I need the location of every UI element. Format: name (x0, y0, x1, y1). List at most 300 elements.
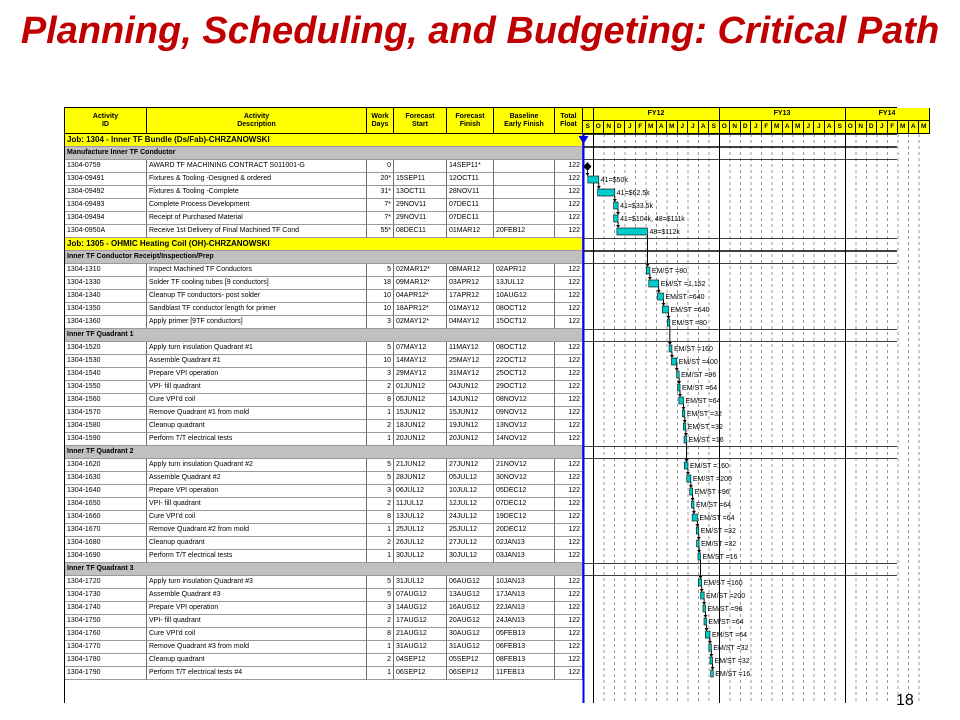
gantt-chart-area (583, 134, 897, 703)
table-row (65, 290, 583, 303)
schedule-table (64, 107, 927, 703)
bar-resource-label: EM/ST =96 (707, 606, 743, 613)
bar-resource-label: 41=$104k, 48=$111k (620, 216, 685, 223)
section-header-row: Inner TF Conductor Receipt/Inspection/Prep (65, 251, 583, 264)
bar-resource-label: EM/ST =80 (651, 268, 688, 275)
cell-activity-description: Apply turn insulation Quadrant #3 (147, 576, 367, 589)
gantt-chart-svg (583, 134, 897, 703)
cell-activity-id: 1304-1570 (65, 407, 147, 420)
page-number: 18 (896, 692, 914, 709)
table-row (65, 498, 583, 511)
cell-work-days: 8 (367, 394, 394, 407)
cell-forecast-start: 18JUN12 (394, 420, 447, 433)
cell-total-float: 122 (555, 602, 583, 615)
activity-bar (711, 670, 714, 677)
cell-activity-id: 1304-09491 (65, 173, 147, 186)
table-row (65, 225, 583, 238)
critical-path-arrow (697, 550, 701, 553)
activity-bar (658, 293, 664, 300)
activity-bar (678, 384, 681, 391)
cell-baseline-early-finish: 19DEC12 (494, 511, 555, 524)
cell-activity-description: Apply primer [9TF conductors] (147, 316, 367, 329)
cell-baseline-early-finish (494, 186, 555, 199)
cell-forecast-finish: 11MAY12 (447, 342, 494, 355)
cell-forecast-start: 06JUL12 (394, 485, 447, 498)
cell-activity-id: 1304-1630 (65, 472, 147, 485)
table-row (65, 160, 583, 173)
cell-baseline-early-finish: 22JAN13 (494, 602, 555, 615)
critical-path-arrow (700, 589, 704, 592)
month-label: J (804, 121, 815, 134)
critical-path-arrow (616, 225, 620, 228)
table-row (65, 342, 583, 355)
table-row (65, 173, 583, 186)
cell-total-float: 122 (555, 576, 583, 589)
cell-total-float: 122 (555, 667, 583, 680)
month-label: J (751, 121, 762, 134)
cell-forecast-start: 20JUN12 (394, 433, 447, 446)
cell-activity-description: Cure VPI'd coil (147, 628, 367, 641)
cell-forecast-start: 08DEC11 (394, 225, 447, 238)
cell-activity-id: 1304-1340 (65, 290, 147, 303)
cell-work-days: 5 (367, 576, 394, 589)
cell-activity-id: 1304-09494 (65, 212, 147, 225)
cell-activity-description: Remove Quadrant #3 from mold (147, 641, 367, 654)
cell-forecast-start: 30JUL12 (394, 550, 447, 563)
bar-resource-label: EM/ST =160 (673, 346, 713, 353)
table-row (65, 667, 583, 680)
job-header-row: Job: 1305 - OHMIC Heating Coil (OH)-CHRZANOWSKI (65, 238, 583, 251)
cell-activity-id: 1304-1750 (65, 615, 147, 628)
month-label: D (867, 121, 878, 134)
fiscal-year-label: FY14 (846, 108, 930, 121)
month-label: D (615, 121, 626, 134)
cell-activity-description: Solder TF cooling tubes [9 conductors] (147, 277, 367, 290)
bar-resource-label: EM/ST =32 (701, 541, 737, 548)
cell-forecast-start: 21JUN12 (394, 459, 447, 472)
cell-activity-id: 1304-1360 (65, 316, 147, 329)
cell-total-float: 122 (555, 628, 583, 641)
bar-resource-label: EM/ST =96 (694, 489, 730, 496)
cell-work-days: 55* (367, 225, 394, 238)
activity-bar (677, 371, 680, 378)
activity-bar (709, 644, 712, 651)
cell-activity-description: Receipt of Purchased Material (147, 212, 367, 225)
activity-bar (698, 579, 701, 586)
table-row (65, 589, 583, 602)
month-label: A (909, 121, 920, 134)
month-label: A (825, 121, 836, 134)
cell-forecast-finish: 20AUG12 (447, 615, 494, 628)
table-row (65, 303, 583, 316)
cell-total-float: 122 (555, 277, 583, 290)
cell-activity-description: Cleanup TF conductors- post solder (147, 290, 367, 303)
cell-forecast-start: 18APR12* (394, 303, 447, 316)
cell-activity-id: 1304-0950A (65, 225, 147, 238)
cell-activity-description: Perform T/T electrical tests #4 (147, 667, 367, 680)
cell-forecast-finish: 14SEP11* (447, 160, 494, 173)
bar-resource-label: EM/ST =200 (692, 476, 732, 483)
cell-activity-id: 1304-1520 (65, 342, 147, 355)
cell-activity-description: Assemble Quadrant #3 (147, 589, 367, 602)
cell-activity-description: Perform T/T electrical tests (147, 433, 367, 446)
critical-path-arrow (613, 199, 617, 202)
bar-resource-label: EM/ST =16 (702, 554, 738, 561)
cell-baseline-early-finish: 08NOV12 (494, 394, 555, 407)
cell-forecast-finish: 30JUL12 (447, 550, 494, 563)
cell-activity-id: 1304-1680 (65, 537, 147, 550)
month-label: M (667, 121, 678, 134)
cell-total-float: 122 (555, 290, 583, 303)
cell-forecast-start: 26JUL12 (394, 537, 447, 550)
cell-work-days: 10 (367, 303, 394, 316)
fiscal-year-label: FY13 (720, 108, 846, 121)
bar-resource-label: EM/ST =32 (700, 528, 736, 535)
cell-forecast-finish: 05JUL12 (447, 472, 494, 485)
cell-work-days: 10 (367, 290, 394, 303)
cell-total-float: 122 (555, 641, 583, 654)
cell-work-days: 1 (367, 407, 394, 420)
header-work-days: Work Days (367, 108, 394, 134)
cell-activity-id: 1304-1660 (65, 511, 147, 524)
critical-path-arrow (692, 511, 696, 514)
cell-work-days: 1 (367, 433, 394, 446)
activity-bar (588, 176, 599, 183)
cell-forecast-start: 15SEP11 (394, 173, 447, 186)
cell-work-days: 2 (367, 381, 394, 394)
bar-resource-label: EM/ST =640 (665, 294, 705, 301)
cell-baseline-early-finish: 13NOV12 (494, 420, 555, 433)
cell-forecast-start: 13JUL12 (394, 511, 447, 524)
cell-activity-id: 1304-09492 (65, 186, 147, 199)
cell-forecast-finish: 10JUL12 (447, 485, 494, 498)
cell-activity-description: Remove Quadrant #2 from mold (147, 524, 367, 537)
cell-forecast-start: 29NOV11 (394, 199, 447, 212)
table-row (65, 654, 583, 667)
month-label: F (762, 121, 773, 134)
header-activity-id: Activity ID (65, 108, 147, 134)
critical-path-arrow (683, 420, 687, 423)
cell-work-days: 3 (367, 368, 394, 381)
activity-bar (710, 657, 713, 664)
cell-baseline-early-finish: 20DEC12 (494, 524, 555, 537)
table-row (65, 277, 583, 290)
cell-activity-description: Assemble Quadrant #1 (147, 355, 367, 368)
cell-forecast-finish: 03APR12 (447, 277, 494, 290)
critical-path-arrow (648, 277, 652, 280)
cell-activity-description: Prepare VPI operation (147, 602, 367, 615)
month-label: S (583, 121, 594, 134)
cell-total-float: 122 (555, 498, 583, 511)
bar-resource-label: EM/ST =32 (686, 411, 722, 418)
header-activity-description: Activity Description (147, 108, 367, 134)
cell-work-days: 5 (367, 459, 394, 472)
cell-work-days: 0 (367, 160, 394, 173)
cell-activity-id: 1304-1330 (65, 277, 147, 290)
table-row (65, 420, 583, 433)
cell-work-days: 1 (367, 667, 394, 680)
critical-path-arrow (702, 602, 706, 605)
cell-baseline-early-finish: 02APR12 (494, 264, 555, 277)
critical-path-arrow (657, 290, 661, 293)
month-label: N (856, 121, 867, 134)
cell-baseline-early-finish: 05FEB13 (494, 628, 555, 641)
table-row (65, 407, 583, 420)
table-row (65, 368, 583, 381)
month-label: M (898, 121, 909, 134)
cell-forecast-finish: 31AUG12 (447, 641, 494, 654)
table-row (65, 485, 583, 498)
cell-work-days: 5 (367, 472, 394, 485)
cell-forecast-start: 07MAY12 (394, 342, 447, 355)
month-label: J (625, 121, 636, 134)
activity-bar (698, 553, 701, 560)
cell-forecast-start: 07AUG12 (394, 589, 447, 602)
activity-bar (646, 267, 650, 274)
table-row (65, 459, 583, 472)
cell-work-days: 3 (367, 316, 394, 329)
cell-total-float: 122 (555, 342, 583, 355)
cell-forecast-start: 28JUN12 (394, 472, 447, 485)
critical-path-arrow (616, 212, 620, 215)
cell-baseline-early-finish: 13JUL12 (494, 277, 555, 290)
cell-forecast-start: 14MAY12 (394, 355, 447, 368)
critical-path-arrow (681, 407, 685, 410)
critical-path-arrow (686, 472, 690, 475)
activity-bar (667, 319, 670, 326)
cell-forecast-finish: 06AUG12 (447, 576, 494, 589)
cell-work-days: 2 (367, 615, 394, 628)
bar-resource-label: 41=$50k (600, 177, 628, 184)
cell-forecast-start: 06SEP12 (394, 667, 447, 680)
activity-bar (671, 358, 676, 365)
activity-bar (703, 605, 706, 612)
cell-total-float: 122 (555, 368, 583, 381)
table-row (65, 524, 583, 537)
header-total-float: Total Float (555, 108, 583, 134)
cell-work-days: 1 (367, 550, 394, 563)
table-row (65, 394, 583, 407)
critical-path-arrow (708, 641, 712, 644)
critical-path-arrow (597, 186, 601, 189)
activity-bar (691, 501, 694, 508)
critical-path-arrow (678, 394, 682, 397)
gantt-timeline-header (583, 108, 927, 134)
critical-path-arrow (585, 173, 589, 176)
month-label: F (636, 121, 647, 134)
cell-activity-description: VPI- fill quadrant (147, 498, 367, 511)
cell-work-days: 31* (367, 186, 394, 199)
bar-resource-label: EM/ST =64 (708, 619, 744, 626)
month-label: N (730, 121, 741, 134)
month-label: A (657, 121, 668, 134)
fiscal-year-label: FY12 (594, 108, 720, 121)
bar-resource-label: EM/ST =1,152 (660, 281, 706, 288)
critical-path-arrow (695, 524, 699, 527)
table-row (65, 264, 583, 277)
cell-activity-description: Apply turn insulation Quadrant #2 (147, 459, 367, 472)
critical-path-arrow (675, 368, 679, 371)
cell-activity-id: 1304-1760 (65, 628, 147, 641)
table-row (65, 433, 583, 446)
critical-path-arrow (703, 615, 707, 618)
cell-activity-description: Apply turn insulation Quadrant #1 (147, 342, 367, 355)
cell-total-float: 122 (555, 472, 583, 485)
cell-activity-description: Sandblast TF conductor length for primer (147, 303, 367, 316)
cell-forecast-start: 13OCT11 (394, 186, 447, 199)
activity-bar (617, 228, 648, 235)
bar-resource-label: EM/ST =160 (703, 580, 743, 587)
cell-total-float: 122 (555, 199, 583, 212)
bar-resource-label: EM/ST =32 (713, 645, 749, 652)
cell-work-days: 5 (367, 342, 394, 355)
cell-forecast-finish: 15JUN12 (447, 407, 494, 420)
activity-bar (662, 306, 668, 313)
cell-activity-description: Fixtures & Tooling -Complete (147, 186, 367, 199)
bar-resource-label: EM/ST =64 (685, 398, 721, 405)
cell-total-float: 122 (555, 420, 583, 433)
cell-baseline-early-finish: 08OCT12 (494, 303, 555, 316)
cell-total-float: 122 (555, 303, 583, 316)
cell-total-float: 122 (555, 524, 583, 537)
cell-activity-id: 1304-1590 (65, 433, 147, 446)
cell-forecast-finish: 05SEP12 (447, 654, 494, 667)
cell-activity-id: 1304-1790 (65, 667, 147, 680)
cell-work-days: 5 (367, 589, 394, 602)
cell-activity-id: 1304-1770 (65, 641, 147, 654)
cell-work-days: 1 (367, 524, 394, 537)
cell-forecast-finish: 12JUL12 (447, 498, 494, 511)
month-label: F (888, 121, 899, 134)
cell-total-float: 122 (555, 173, 583, 186)
cell-forecast-finish: 17APR12 (447, 290, 494, 303)
cell-total-float: 122 (555, 615, 583, 628)
cell-activity-id: 1304-1350 (65, 303, 147, 316)
cell-forecast-start: 01JUN12 (394, 381, 447, 394)
cell-activity-description: Inspect Machined TF Conductors (147, 264, 367, 277)
activity-bar (692, 514, 697, 521)
cell-activity-description: Prepare VPI operation (147, 485, 367, 498)
cell-activity-description: VPI- fill quadrant (147, 615, 367, 628)
activity-bar (598, 189, 615, 196)
header-forecast-finish: Forecast Finish (447, 108, 494, 134)
critical-path-arrow (684, 433, 688, 436)
month-label: S (835, 121, 846, 134)
table-row (65, 641, 583, 654)
bar-resource-label: EM/ST =64 (699, 515, 735, 522)
cell-total-float: 122 (555, 537, 583, 550)
bar-resource-label: 41=$62.5k (616, 190, 650, 197)
cell-total-float: 122 (555, 212, 583, 225)
cell-baseline-early-finish: 29OCT12 (494, 381, 555, 394)
cell-total-float: 122 (555, 316, 583, 329)
cell-forecast-finish: 07DEC11 (447, 199, 494, 212)
cell-forecast-start: 04APR12* (394, 290, 447, 303)
cell-total-float: 122 (555, 394, 583, 407)
table-row (65, 576, 583, 589)
cell-activity-id: 1304-1580 (65, 420, 147, 433)
cell-work-days: 3 (367, 485, 394, 498)
month-label: A (699, 121, 710, 134)
cell-baseline-early-finish: 10AUG12 (494, 290, 555, 303)
bar-resource-label: EM/ST =80 (671, 320, 707, 327)
cell-work-days: 2 (367, 654, 394, 667)
cell-total-float: 122 (555, 433, 583, 446)
critical-path-arrow (691, 498, 695, 501)
cell-activity-id: 1304-1640 (65, 485, 147, 498)
cell-baseline-early-finish: 08OCT12 (494, 342, 555, 355)
cell-baseline-early-finish: 22OCT12 (494, 355, 555, 368)
cell-forecast-finish: 25MAY12 (447, 355, 494, 368)
cell-baseline-early-finish (494, 212, 555, 225)
cell-forecast-start: 21AUG12 (394, 628, 447, 641)
critical-path-arrow (709, 654, 713, 657)
month-label: J (814, 121, 825, 134)
cell-total-float: 122 (555, 186, 583, 199)
bar-resource-label: EM/ST =16 (715, 671, 751, 678)
activity-bar (669, 345, 672, 352)
cell-forecast-finish: 16AUG12 (447, 602, 494, 615)
bar-resource-label: EM/ST =32 (714, 658, 750, 665)
cell-work-days: 7* (367, 212, 394, 225)
cell-forecast-finish: 13AUG12 (447, 589, 494, 602)
month-label: J (688, 121, 699, 134)
critical-path-arrow (670, 355, 674, 358)
cell-forecast-finish: 08MAR12 (447, 264, 494, 277)
cell-activity-description: Receive 1st Delivery of Final Machined TF Cond (147, 225, 367, 238)
month-label: D (741, 121, 752, 134)
cell-baseline-early-finish (494, 173, 555, 186)
table-row (65, 615, 583, 628)
cell-forecast-finish: 19JUN12 (447, 420, 494, 433)
critical-path-arrow (668, 342, 672, 345)
cell-activity-id: 1304-1650 (65, 498, 147, 511)
cell-total-float: 122 (555, 485, 583, 498)
cell-baseline-early-finish: 11FEB13 (494, 667, 555, 680)
cell-work-days: 2 (367, 420, 394, 433)
section-header-row: Inner TF Quadrant 2 (65, 446, 583, 459)
month-label: A (783, 121, 794, 134)
cell-baseline-early-finish: 15OCT12 (494, 316, 555, 329)
cell-forecast-start: 15JUN12 (394, 407, 447, 420)
cell-total-float: 122 (555, 459, 583, 472)
activity-bar (684, 462, 688, 469)
slide-title: Planning, Scheduling, and Budgeting: Critical Path (20, 10, 940, 52)
month-label: O (720, 121, 731, 134)
cell-activity-id: 1304-09493 (65, 199, 147, 212)
cell-activity-id: 1304-1560 (65, 394, 147, 407)
bar-resource-label: EM/ST =32 (687, 424, 723, 431)
cell-activity-description: Perform T/T electrical tests (147, 550, 367, 563)
critical-path-arrow (667, 316, 671, 319)
cell-activity-description: AWARD TF MACHINING CONTRACT S011001-G (147, 160, 367, 173)
cell-forecast-start: 29MAY12 (394, 368, 447, 381)
milestone-marker (583, 162, 591, 171)
cell-activity-description: Cleanup quadrant (147, 420, 367, 433)
cell-forecast-finish: 24JUL12 (447, 511, 494, 524)
header-baseline-early-finish: Baseline Early Finish (494, 108, 555, 134)
cell-work-days: 7* (367, 199, 394, 212)
month-label: O (846, 121, 857, 134)
table-row (65, 537, 583, 550)
cell-forecast-finish: 28NOV11 (447, 186, 494, 199)
cell-forecast-finish: 12OCT11 (447, 173, 494, 186)
cell-forecast-finish: 30AUG12 (447, 628, 494, 641)
activity-bar (701, 592, 705, 599)
cell-total-float: 122 (555, 160, 583, 173)
activity-bar (690, 488, 693, 495)
cell-activity-description: Complete Process Development (147, 199, 367, 212)
